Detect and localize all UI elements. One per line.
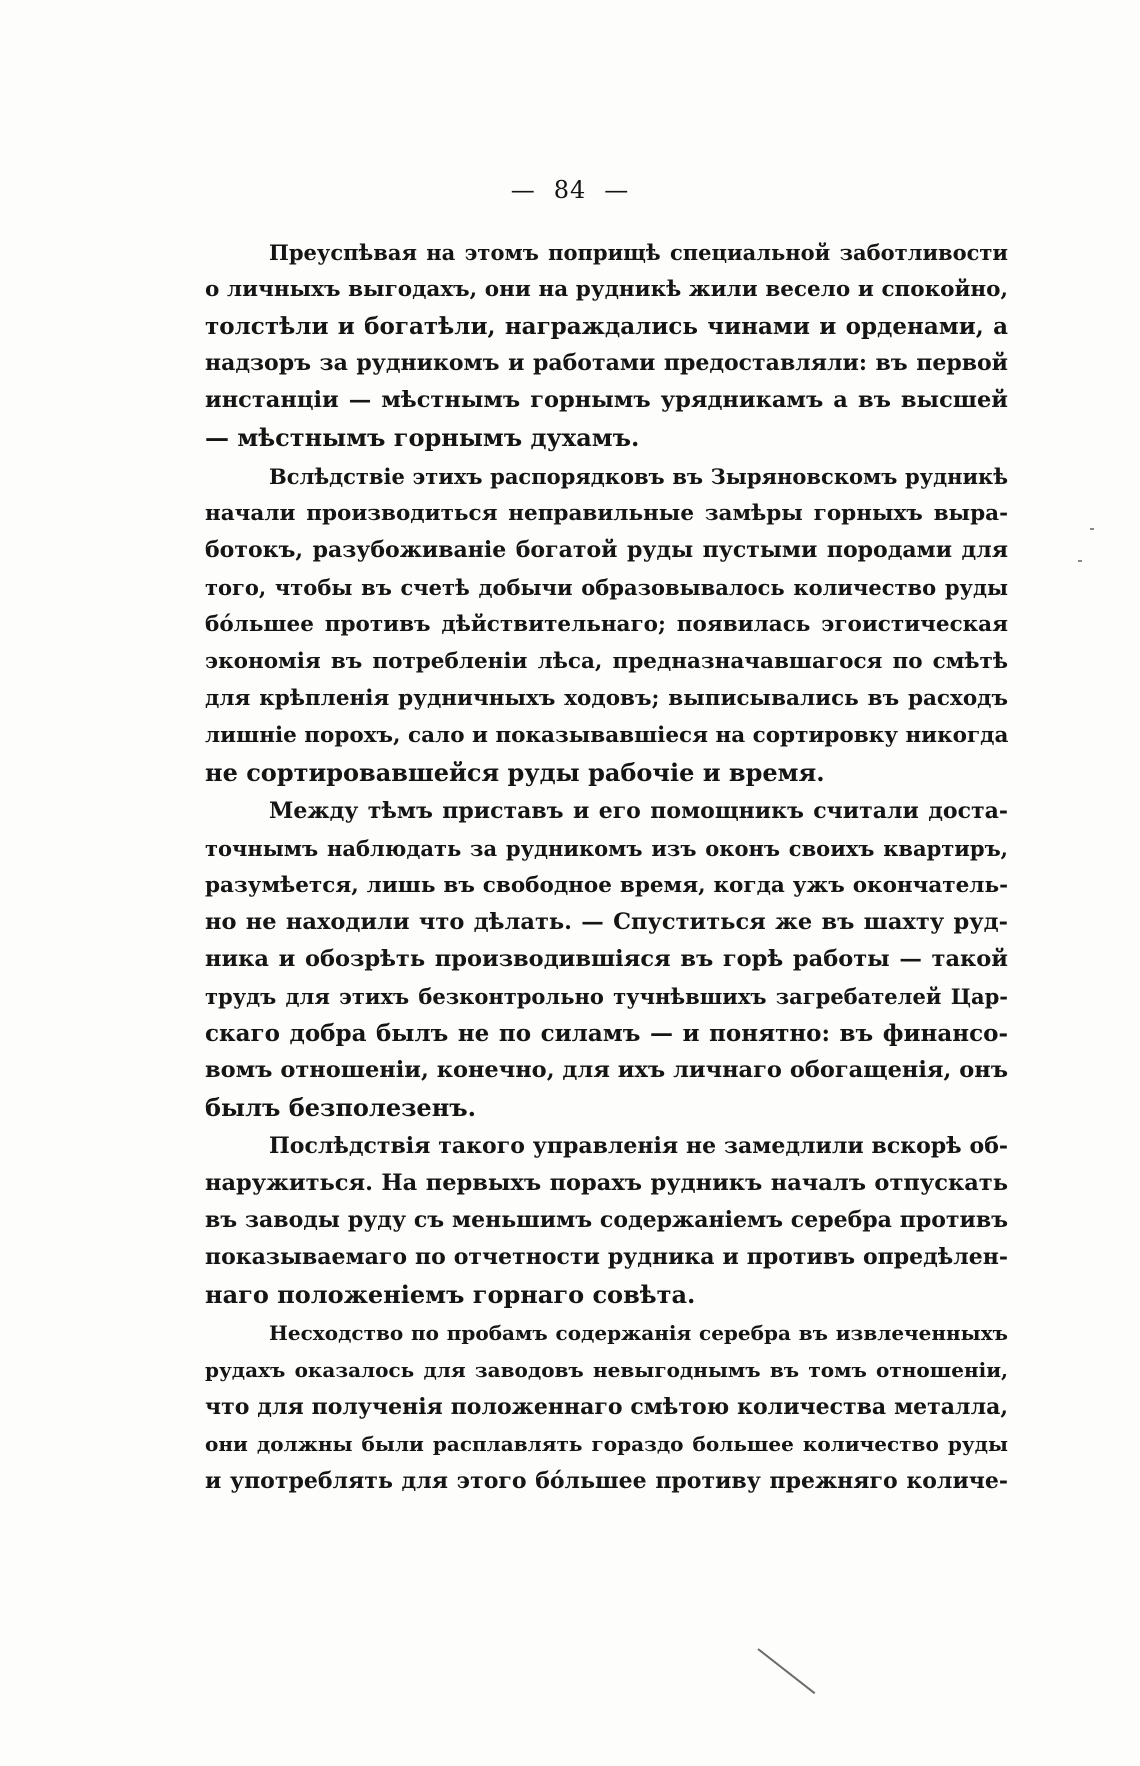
- text-line: того, чтобы въ счетѣ добычи образовывалось количество руды: [205, 575, 1008, 600]
- scan-speck: [1090, 528, 1094, 530]
- text-line: былъ безполезенъ.: [205, 1093, 477, 1122]
- paragraph-2: [205, 458, 1008, 791]
- pencil-stroke-mark: [757, 1648, 815, 1694]
- paragraph-3: [205, 793, 1008, 1126]
- text-line: точнымъ наблюдать за рудникомъ изъ оконъ своихъ квартиръ,: [205, 836, 1008, 861]
- text-line: для крѣпленія рудничныхъ ходовъ; выписывались въ расходъ: [205, 686, 1008, 711]
- page-number: 84: [553, 176, 587, 204]
- text-line: толстѣли и богатѣли, награждались чинами и орденами, а: [205, 313, 1008, 340]
- text-line: и употреблять для этого бо́льшее противу прежняго количе-: [205, 1468, 1008, 1494]
- body-text: [205, 234, 1008, 1500]
- paragraph-4: [205, 1128, 1008, 1313]
- text-line: показываемаго по отчетности рудника и противъ опредѣлен-: [205, 1244, 1008, 1270]
- text-line: разумѣется, лишь въ свободное время, когда ужъ окончатель-: [205, 873, 1008, 898]
- text-line: о личныхъ выгодахъ, они на рудникѣ жили весело и спокойно,: [205, 277, 1008, 302]
- text-line: лишніе порохъ, сало и показывавшіеся на сортировку никогда: [205, 723, 1009, 748]
- text-line: Несходство по пробамъ содержанія серебра въ извлеченныхъ: [269, 1321, 1008, 1345]
- text-line: что для полученія положеннаго смѣтою количества металла,: [205, 1394, 1008, 1420]
- text-line: наружиться. На первыхъ порахъ рудникъ началъ отпускать: [205, 1170, 1008, 1196]
- text-line: Между тѣмъ приставъ и его помощникъ считали доста-: [269, 798, 1008, 824]
- text-line: рудахъ оказалось для заводовъ невыгоднымъ въ томъ отношеніи,: [205, 1358, 1008, 1382]
- text-line: ника и обозрѣть производившіяся въ горѣ работы — такой: [205, 946, 1008, 972]
- text-line: бо́льшее противъ дѣйствительнаго; появилась эгоистическая: [205, 612, 1008, 637]
- text-line: вомъ отношеніи, конечно, для ихъ личнаго обогащенія, онъ: [205, 1057, 1008, 1083]
- page-number-header: [0, 176, 1140, 204]
- text-line: трудъ для этихъ безконтрольно тучнѣвшихъ загребателей Цар-: [205, 984, 1008, 1009]
- text-line: наго положеніемъ горнаго совѣта.: [205, 1280, 696, 1309]
- text-line: въ заводы руду съ меньшимъ содержаніемъ серебра противъ: [205, 1207, 1008, 1233]
- text-line: Вслѣдствіе этихъ распорядковъ въ Зыряновскомъ рудникѣ: [269, 464, 1008, 489]
- text-line: надзоръ за рудникомъ и работами предоставляли: въ первой: [205, 350, 1008, 376]
- paragraph-1: [205, 234, 1008, 456]
- paragraph-5: [205, 1315, 1008, 1500]
- text-line: не сортировавшейся руды рабочіе и время.: [205, 758, 825, 787]
- text-line: они должны были расплавлять гораздо большее количество руды: [205, 1432, 1008, 1456]
- text-line: Преуспѣвая на этомъ поприщѣ специальной заботливости: [269, 240, 1008, 265]
- text-line: но не находили что дѣлать. — Спуститься же въ шахту руд-: [205, 909, 1008, 935]
- text-line: инстанціи — мѣстнымъ горнымъ урядникамъ а въ высшей: [205, 387, 1008, 413]
- scan-speck: [1078, 560, 1082, 562]
- text-line: ботокъ, разубоживаніе богатой руды пустыми породами для: [205, 537, 1008, 563]
- dash-right: —: [604, 176, 630, 204]
- dash-left: —: [510, 176, 536, 204]
- text-line: Послѣдствія такого управленія не замедлили вскорѣ об-: [269, 1133, 1008, 1159]
- text-line: экономія въ потребленіи лѣса, предназначавшагося по смѣтѣ: [205, 649, 1008, 674]
- text-line: — мѣстнымъ горнымъ духамъ.: [205, 423, 640, 452]
- text-line: скаго добра былъ не по силамъ — и понятно: въ финансо-: [205, 1020, 1008, 1047]
- text-line: начали производиться неправильные замѣры горныхъ выра-: [205, 501, 1008, 526]
